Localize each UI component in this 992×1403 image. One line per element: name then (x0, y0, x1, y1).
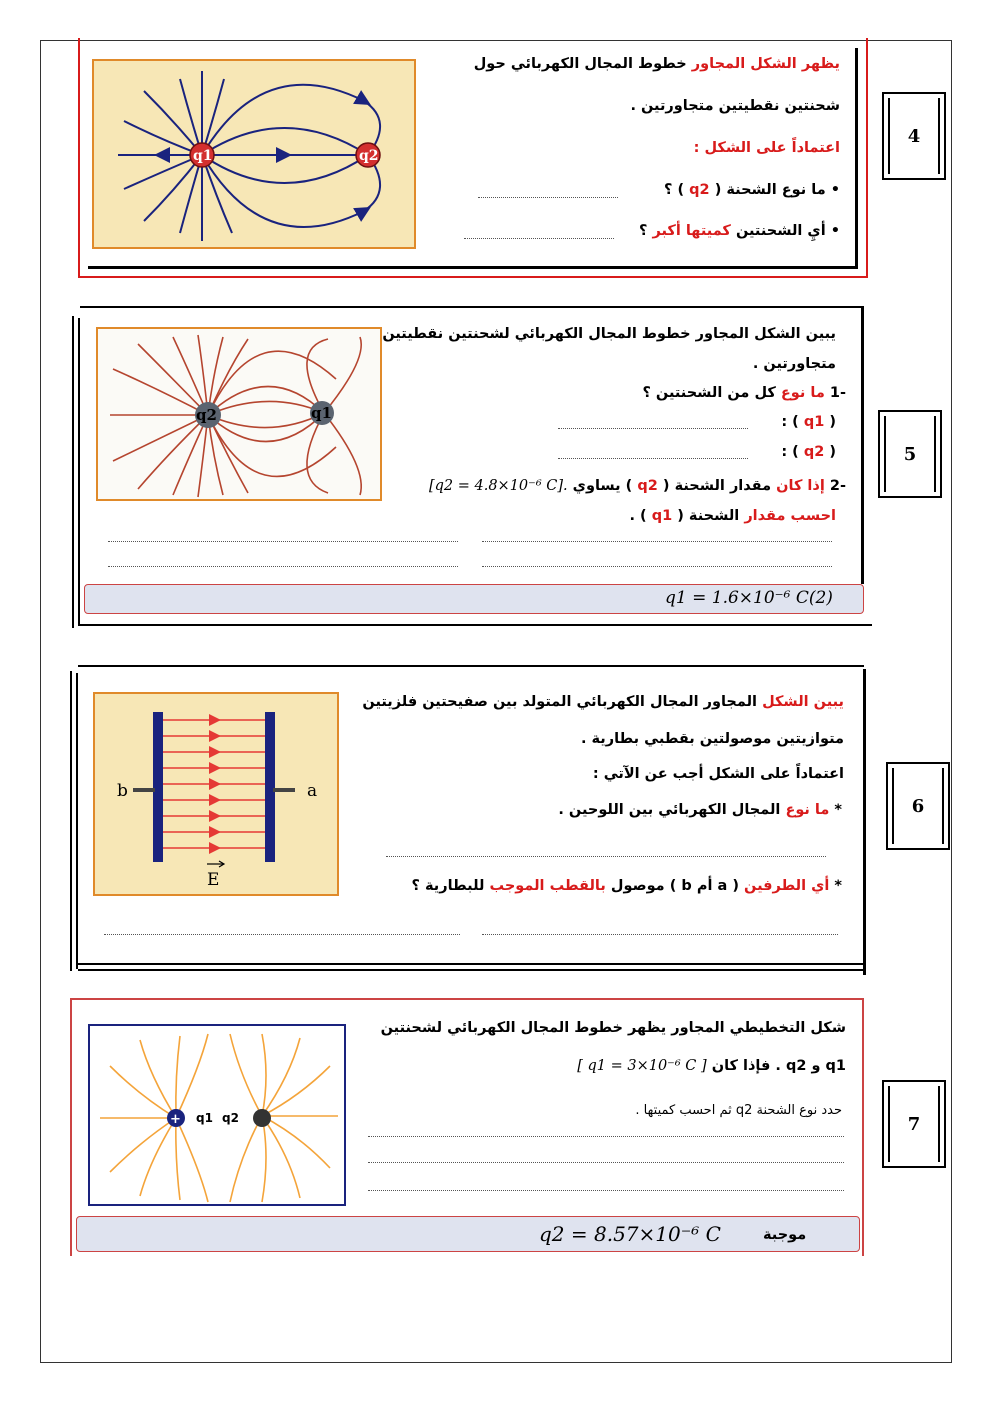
q5-item-1-black: كل من الشحنتين ؟ (642, 385, 776, 401)
q6-answer-line-1[interactable] (386, 856, 826, 857)
q6-label-b: b (117, 781, 128, 801)
q4-figure (92, 59, 416, 249)
q7-answer-line-1[interactable] (368, 1136, 844, 1137)
q4-bullet-2-post: ؟ (638, 223, 648, 239)
q4-bullet-2: • أيِ الشحنتين كميتها أكبر ؟ (638, 223, 840, 239)
q5-label-q1: q1 (311, 404, 332, 422)
q7-line-2 (577, 1058, 846, 1074)
q5-item-1-num: -1 (829, 385, 846, 401)
q6-plate-right (265, 712, 275, 862)
q7-line-3: حدد نوع الشحنة q2 ثم احسب كميتها . (635, 1103, 842, 1118)
q4-label-q2: q2 (359, 148, 379, 164)
q6-line-1 (362, 694, 844, 710)
q7-figure (88, 1024, 346, 1206)
q6-label-a: a (307, 781, 318, 801)
q7-number-box (882, 1080, 946, 1168)
q7-label-q2: q2 (222, 1111, 239, 1125)
q6-bullet-1: * ما نوع المجال الكهربائي بين اللوحين . (558, 802, 842, 818)
q6-answer-line-2a[interactable] (104, 934, 460, 935)
q5-item-2: -2 إذا كان مقدار الشحنة ( q2 ) يساوي [q2 = 4.8×10⁻⁶ C]. (428, 478, 846, 494)
q5-answer-bar (84, 584, 864, 614)
q6-figure (93, 692, 339, 896)
q5-item-1-red: ما نوع (780, 385, 825, 401)
q6-bullet-2-red-1: أي الطرفين (744, 878, 830, 894)
q5-answer-line-3c[interactable] (108, 566, 458, 567)
q5-item-3: احسب مقدار الشحنة ( q1 ) . (629, 508, 836, 524)
q4-bullet-1: • ما نوع الشحنة ( q2 ) ؟ (664, 182, 840, 198)
q5-answer-line-3b[interactable] (482, 541, 832, 542)
q6-bullet-2-red-2: بالقطب الموجب (489, 878, 606, 894)
q4-bullet-2-pre: أيِ الشحنتين (735, 223, 826, 239)
q6-bullet-1-black: المجال الكهربائي بين اللوحين . (558, 802, 781, 818)
q4-field-lines-diagram (94, 61, 418, 251)
q7-line-2-pre: q1 و q2 . فإذا كان (711, 1058, 846, 1074)
q6-answer-line-2b[interactable] (482, 934, 838, 935)
q5-option-q2: ( q2 ) : (781, 444, 836, 460)
q5-answer-line-q1[interactable] (558, 428, 748, 429)
q4-line-3: اعتماداً على الشكل : (693, 140, 840, 156)
q5-item-1 (642, 385, 846, 401)
q7-answer-value: q2 = 8.57×10⁻⁶ C (539, 1222, 721, 1246)
q4-number: 4 (907, 125, 921, 147)
q4-line-1-red: يظهر الشكل المجاور (691, 56, 840, 72)
q4-answer-line-1[interactable] (478, 197, 618, 198)
q7-field-lines-diagram (90, 1026, 348, 1208)
q6-bullet-1-red: ما نوع (785, 802, 830, 818)
q7-number: 7 (907, 1113, 921, 1135)
q5-number-box (878, 410, 942, 498)
q6-terminal-b (133, 788, 155, 792)
q5-item-2-value: [q2 = 4.8×10⁻⁶ C]. (428, 478, 568, 494)
q6-line-2: متوازيتين موصولتين بقطبي بطارية . (580, 731, 844, 747)
q5-item-3-charge: q1 (651, 508, 673, 524)
q5-answer-line-3a[interactable] (108, 541, 458, 542)
q5-answer-line-q2[interactable] (558, 458, 748, 459)
q5-item-3-red: احسب مقدار (744, 508, 836, 524)
q4-answer-line-2[interactable] (464, 238, 614, 239)
q7-answer-line-2[interactable] (368, 1162, 844, 1163)
q4-number-box (882, 92, 946, 180)
q6-number-box (886, 762, 950, 850)
q5-item-2-num: -2 (829, 478, 846, 494)
q5-field-lines-diagram (98, 329, 384, 503)
q6-bullet-2-post: للبطارية ؟ (411, 878, 485, 894)
q5-option-q1-label: q1 (803, 414, 825, 430)
q6-line-1-black: المجاور المجال الكهربائي المتولد بين صفيحتين فلزيتين (362, 694, 763, 710)
q5-line-1: يبين الشكل المجاور خطوط المجال الكهربائي لشحنتين نقطيتين (382, 326, 836, 342)
q7-label-q1: q1 (196, 1111, 213, 1125)
q6-line-1-red: يبين الشكل (762, 694, 844, 710)
q5-item-2-black-1: مقدار الشحنة (674, 478, 772, 494)
q7-line-2-value: [ q1 = 3×10⁻⁶ C ] (577, 1058, 707, 1074)
q7-plus-sign: + (170, 1112, 181, 1127)
q5-answer-line-3d[interactable] (482, 566, 832, 567)
q4-bullet-1-pre: ما نوع الشحنة (726, 182, 826, 198)
q6-bullet-2-mid: ( a أم b ) موصول (610, 878, 739, 894)
q5-option-q2-label: q2 (803, 444, 825, 460)
q6-number: 6 (911, 795, 925, 817)
q4-line-1 (474, 56, 840, 72)
q5-line-2: متجاورتين . (752, 356, 836, 372)
q4-line-1-black: خطوط المجال الكهربائي حول (473, 56, 692, 72)
q7-answer-line-3[interactable] (368, 1190, 844, 1191)
q7-answer-word: موجبة (763, 1227, 807, 1243)
q4-bullet-1-charge: q2 (689, 182, 710, 198)
q6-plate-left (153, 712, 163, 862)
q4-bullet-1-post: ؟ (664, 182, 673, 198)
q7-charge-q2 (253, 1109, 271, 1127)
q5-item-3-black: الشحنة (688, 508, 740, 524)
q5-option-q1: ( q1 ) : (781, 414, 836, 430)
q5-item-2-black-2: يساوي (572, 478, 621, 494)
q4-label-q1: q1 (193, 148, 213, 164)
q5-label-q2: q2 (196, 406, 217, 424)
q6-bullet-2: * أي الطرفين ( a أم b ) موصول بالقطب الموجب للبطارية ؟ (411, 878, 842, 894)
q4-bullet-2-red: كميتها أكبر (652, 223, 731, 239)
q7-answer-bar (76, 1216, 860, 1252)
q6-line-3: اعتماداً على الشكل أجب عن الآتي : (592, 766, 844, 782)
q5-item-2-charge: q2 (637, 478, 658, 494)
q5-item-2-red: إذا كان (776, 478, 825, 494)
q5-answer: q1 = 1.6×10⁻⁶ C(2) (665, 588, 833, 608)
q5-number: 5 (903, 443, 917, 465)
q7-line-1: شكل التخطيطي المجاور يظهر خطوط المجال الكهربائي لشحنتين (380, 1020, 846, 1036)
q6-label-E: E (207, 870, 220, 890)
q6-capacitor-diagram (95, 694, 341, 898)
q4-line-2: شحنتين نقطيتين متجاورتين . (630, 98, 840, 114)
q6-terminal-a (273, 788, 295, 792)
q5-figure (96, 327, 382, 501)
